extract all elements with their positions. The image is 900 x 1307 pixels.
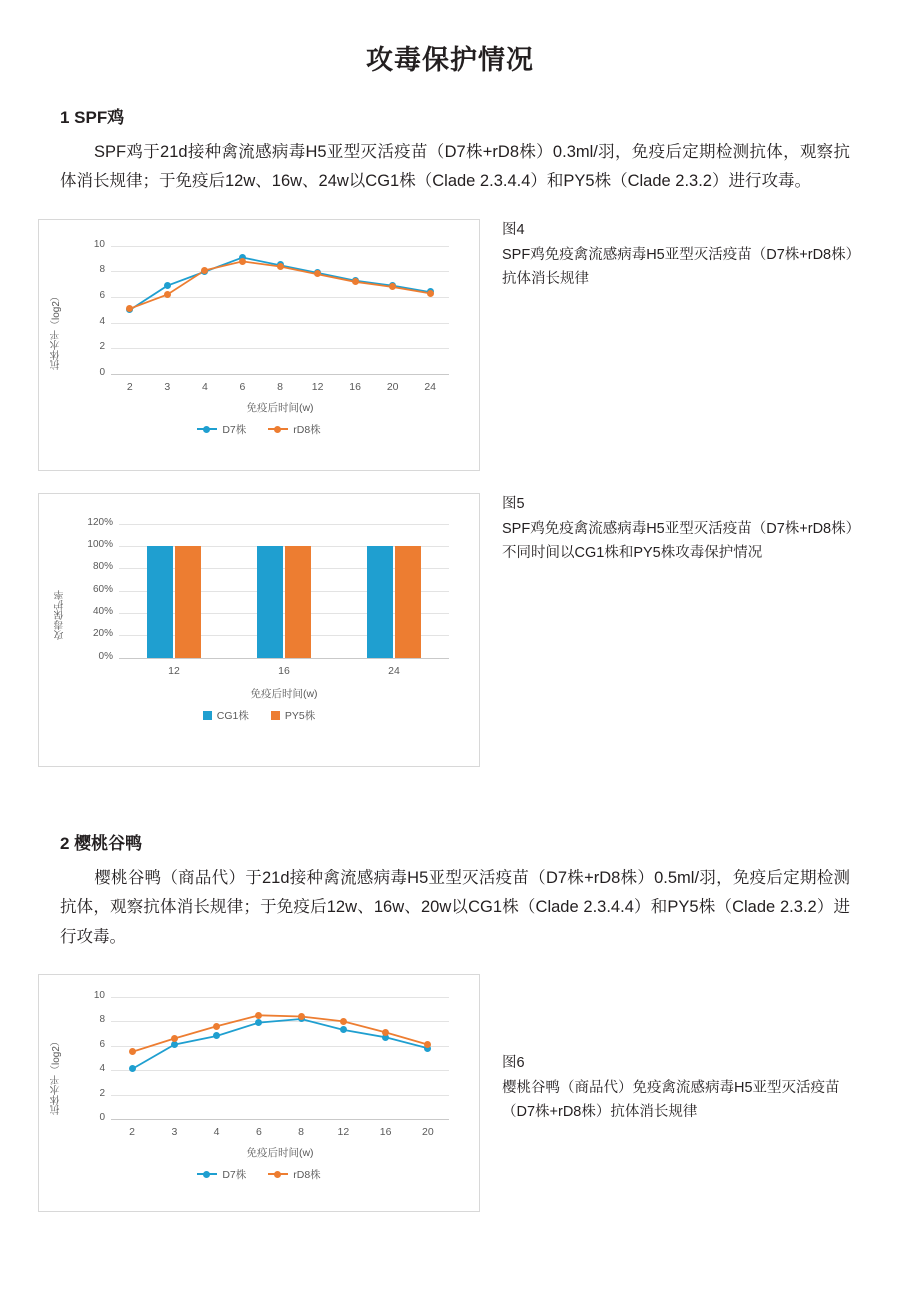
y-tick-label: 120% [87,516,113,528]
data-point-marker [427,290,434,297]
data-point-marker [129,1048,136,1055]
x-tick-label: 3 [164,380,171,393]
legend-item [197,1167,246,1182]
gridline [119,524,449,525]
figure-caption-6-id: 图6 [502,1054,525,1071]
chart-legend [39,708,479,723]
x-tick-label: 16 [349,380,361,393]
legend-swatch [271,711,280,720]
x-tick-label: 24 [388,664,400,677]
legend-label: PY5株 [284,709,316,722]
bar [285,546,311,658]
section-heading-2: 2 樱桃谷鸭 [60,833,143,853]
y-tick-label: 8 [99,1014,105,1026]
figure-caption-6-text: 樱桃谷鸭（商品代）免疫禽流感病毒H5亚型灭活疫苗（D7株+rD8株）抗体消长规律 [502,1080,840,1120]
legend-label: rD8株 [293,423,321,436]
x-axis-title: 免疫后时间(w) [246,1146,314,1159]
x-tick-label: 24 [424,380,437,393]
chart-figure-4 [38,219,480,471]
bar [147,546,173,658]
legend-line-marker [268,428,288,430]
data-point-marker [239,258,246,265]
x-axis-title: 免疫后时间(w) [246,401,314,414]
x-tick-label: 12 [168,664,180,677]
legend-label: D7株 [222,1168,247,1181]
y-tick-label: 0 [99,366,105,378]
x-tick-label: 2 [126,380,133,393]
section-paragraph-1 [60,138,850,197]
legend-item [203,708,249,723]
chart-legend [39,1167,479,1182]
data-point-marker [164,282,171,289]
chart-legend [39,422,479,437]
legend-line-marker [268,1173,288,1175]
figure-caption-6 [502,1052,862,1124]
y-tick-label: 80% [92,561,113,573]
data-point-marker [201,267,208,274]
x-tick-label: 20 [386,380,399,393]
legend-label: D7株 [222,423,247,436]
y-tick-label: 40% [92,606,113,618]
figure-caption-4-text: SPF鸡免疫禽流感病毒H5亚型灭活疫苗（D7株+rD8株）抗体消长规律 [502,247,861,287]
legend-item [197,422,246,437]
figure-block-6 [38,974,862,1212]
section-paragraph-1-text: SPF鸡于21d接种禽流感病毒H5亚型灭活疫苗（D7株+rD8株）0.3ml/羽，免疫后定期检测抗体，观察抗体消长规律；于免疫后12w、16w、24w以CG1株（Clade 2.3.4.4）和PY5株（Clade 2.3.2）进行攻毒。 [60,143,850,191]
figure-caption-5 [502,493,862,565]
bar [175,546,201,658]
x-tick-label: 20 [422,1125,434,1138]
figure-caption-5-id: 图5 [502,495,525,512]
x-tick-label: 3 [171,1125,178,1138]
data-point-marker [382,1029,389,1036]
y-tick-label: 6 [99,1038,105,1050]
legend-line-marker [197,428,217,430]
section-paragraph-2-text: 樱桃谷鸭（商品代）于21d接种禽流感病毒H5亚型灭活疫苗（D7株+rD8株）0.5ml/羽，免疫后定期检测抗体，观察抗体消长规律；于免疫后12w、16w、20w以CG1株（Clade 2.3.4.4）和PY5株（Clade 2.3.2）进行攻毒。 [60,868,850,946]
y-tick-label: 100% [87,539,113,551]
x-axis-title: 免疫后时间(w) [250,687,318,700]
y-tick-label: 0% [98,650,113,662]
legend-item [271,708,315,723]
x-tick-label: 8 [298,1125,305,1138]
legend-line-marker [197,1173,217,1175]
document-page [0,38,900,1307]
figure-caption-4 [502,219,862,291]
legend-label: CG1株 [216,709,249,722]
y-tick-label: 10 [93,238,105,250]
x-tick-label: 6 [239,380,246,393]
section-heading-1: 1 SPF鸡 [60,108,125,127]
x-tick-label: 4 [213,1125,220,1138]
y-axis-title: 抗体水平（log2） [51,1036,62,1115]
y-tick-label: 6 [99,289,105,301]
bar [367,546,393,658]
data-point-marker [340,1018,347,1025]
y-tick-label: 60% [92,583,113,595]
data-point-marker [129,1065,136,1072]
y-axis-title: 攻毒保护率 [55,589,66,640]
data-point-marker [213,1023,220,1030]
y-tick-label: 4 [99,315,105,327]
chart-figure-5 [38,493,480,767]
y-tick-label: 2 [99,1087,105,1099]
legend-swatch [203,711,212,720]
y-tick-label: 4 [99,1063,105,1075]
y-tick-label: 20% [92,628,113,640]
figure-caption-5-text: SPF鸡免疫禽流感病毒H5亚型灭活疫苗（D7株+rD8株）不同时间以CG1株和PY5株攻毒保护情况 [502,521,861,561]
section-paragraph-2 [60,864,850,952]
figure-block-5 [38,493,862,767]
data-point-marker [298,1013,305,1020]
y-tick-label: 0 [99,1111,105,1123]
y-tick-label: 10 [93,989,105,1001]
data-point-marker [277,263,284,270]
x-tick-label: 12 [311,380,324,393]
y-tick-label: 2 [99,341,105,353]
x-tick-label: 16 [278,664,290,677]
bar [257,546,283,658]
figure-block-4 [38,219,862,471]
x-tick-label: 4 [201,380,208,393]
legend-label: rD8株 [293,1168,321,1181]
x-tick-label: 6 [255,1125,262,1138]
legend-item [268,422,320,437]
x-axis-line [119,658,449,659]
figure-caption-4-id: 图4 [502,221,525,238]
bar [395,546,421,658]
y-axis-title: 抗体水平（log2） [51,290,62,370]
chart-figure-6 [38,974,480,1212]
x-tick-label: 12 [337,1125,350,1138]
x-tick-label: 8 [277,380,283,393]
x-tick-label: 16 [379,1125,392,1138]
y-tick-label: 8 [99,264,105,276]
data-point-marker [352,278,359,285]
data-point-marker [171,1035,178,1042]
legend-item [268,1167,320,1182]
x-tick-label: 2 [129,1125,136,1138]
data-point-marker [171,1041,178,1048]
page-title: 攻毒保护情况 [366,45,534,75]
data-point-marker [164,291,171,298]
